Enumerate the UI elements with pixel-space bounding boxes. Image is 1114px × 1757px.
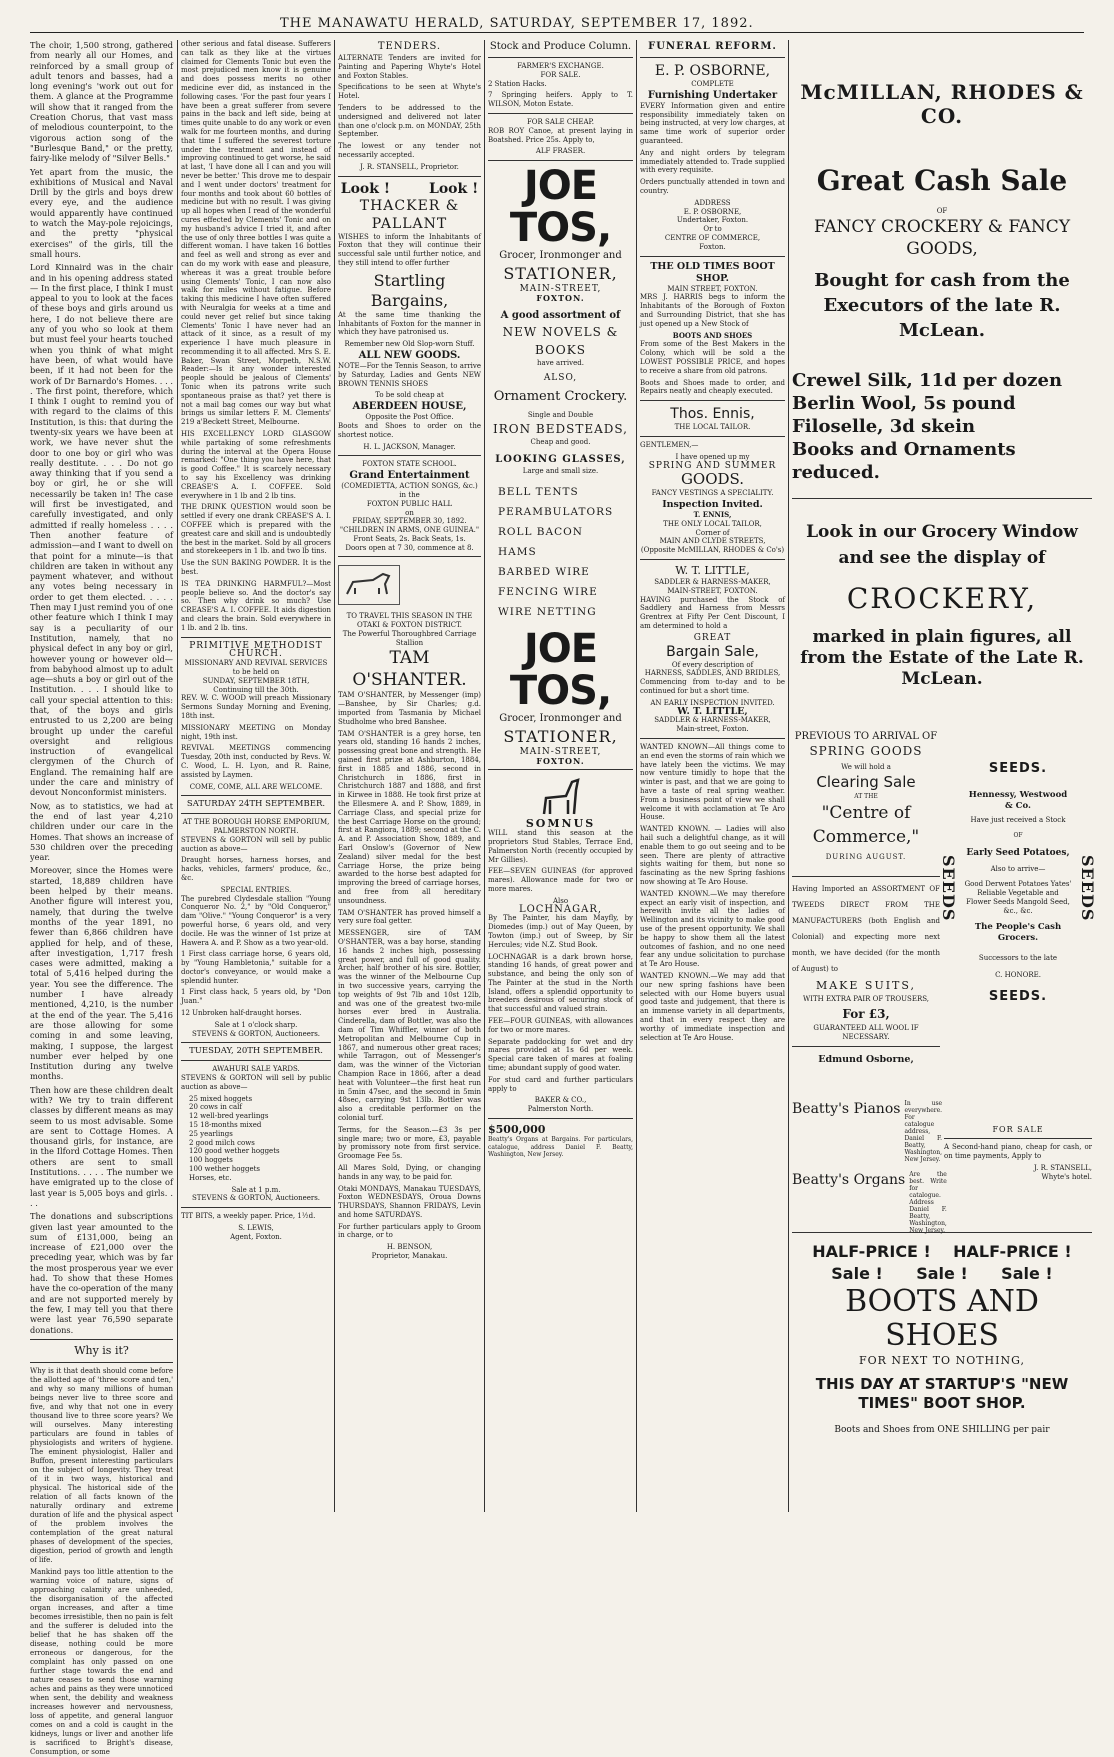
stallion-line: TO TRAVEL THIS SEASON IN THE: [346, 612, 473, 621]
article-paragraph: Yet apart from the music, the exhibitions of Musical and Naval Drill by the girls and boys drew every eye, and the audience would apparently have continued to watch the May-pole rejoicings, and the pretty "physical exercises" of the girls, till the small hours.: [30, 166, 173, 259]
joe-tos-items: [488, 482, 633, 622]
mcmillan-of: OF: [936, 207, 948, 215]
school-line: on: [405, 508, 414, 517]
sale-line: AT THE BOROUGH HORSE EMPORIUM, PALMERSTON NORTH.: [182, 818, 330, 835]
exchange-title: FARMER'S EXCHANGE.: [517, 62, 604, 70]
divider: [488, 160, 633, 161]
column-rule: [636, 40, 637, 1512]
one-shilling: Boots and Shoes from ONE SHILLING per pair: [834, 1425, 1050, 1435]
titbits-agent: S. LEWIS,: [238, 1224, 274, 1233]
joe-tos-stationer: STATIONER,: [503, 264, 618, 284]
old-times-line: MAIN STREET, FOXTON.: [667, 284, 758, 293]
list-item: Berlin Wool, 5s pound: [792, 393, 1016, 415]
joe-tos-line: A good assortment of: [500, 309, 621, 321]
clearing-sale: Clearing Sale: [816, 773, 916, 791]
ennis-line: FANCY VESTINGS A SPECIALITY.: [651, 489, 774, 498]
church-line: MISSIONARY AND REVIVAL SERVICES to be held on: [184, 659, 328, 676]
advert-text: IS TEA DRINKING HARMFUL?—Most people believe so. And the doctor's say so. Then why drink so much? Use CREASE'S A. I. COFFEE. It aids digestion and clears the brain. Sold everywhere in 1 lb. and 2 lb. tins.: [181, 579, 331, 632]
seeds-heading: SEEDS.: [988, 761, 1048, 776]
divider: [640, 400, 785, 401]
school-line: Doors open at 7 30, commence at 8.: [345, 543, 474, 552]
osborne-text: CENTRE OF COMMERCE,: [664, 233, 761, 242]
article-paragraph: Moreover, since the Homes were started, 18,889 children have been helped by their means. Another figure will interest you, namely, that during the twelve months of the year 1891, no fewer than 6,866 children have applied for help, and of these, after investigation, 1,717 fresh cases were admitted, making a total of 5,416 helped during the year. You see the difference. The number I have already mentioned, 4,210, is the number at the end of the year. The 5,416 are those allowing for some coming in and some leaving, making, I suppose, the largest number ever helped by one Institution during any twelve months.: [30, 865, 173, 1082]
divider: [488, 1118, 633, 1119]
organ-ad: Beatty's Organs at Bargains. For particulars, catalogue, address Daniel F. Beatty, Washington, New Jersey.: [488, 1136, 633, 1159]
little-line: SADDLER & HARNESS-MAKER,: [654, 578, 771, 587]
old-times-line: BOOTS AND SHOES: [672, 330, 753, 340]
sale-line: STEVENS & GORTON, Auctioneers.: [191, 1029, 321, 1038]
fancy-crockery: FANCY CROCKERY & FANCY GOODS,: [813, 217, 1071, 260]
ennis-title: Thos. Ennis,: [670, 406, 755, 423]
divider: [792, 498, 1092, 499]
lochnagar-text: LOCHNAGAR is a dark brown horse, standing 16 hands, of great power and substance, and being the only son of The Painter at the stud in the North Island, offers a splendid opportunity to breeders desirous of securing stock of that successful and valued strain.: [488, 952, 633, 1014]
stallion-text: For further particulars apply to Groom in charge, or to: [338, 1222, 481, 1240]
little-line: SADDLER & HARNESS-MAKER,: [654, 716, 771, 725]
joe-tos-novels: NEW NOVELS & BOOKS: [502, 324, 619, 357]
little-line: GREAT: [693, 632, 732, 643]
seeds-line: OF: [1013, 832, 1023, 839]
article-paragraph: Then how are these children dealt with? We try to train different classes by different means as may seem to us most advisable. Some are sent to Cottage Homes. A thousand girls, for instance, are in the Ilford Cottage Homes. Then others are sent to small Institutions. . . . . The number we have emigrated up to the close of last year is 5,005 boys and girls. . . .: [30, 1084, 173, 1208]
osborne-text: Foxton.: [699, 242, 726, 251]
sale-banner: Sale ! Sale ! Sale !: [831, 1264, 1053, 1283]
canoe-ad: ROB ROY Canoe, at present laying in Boatshed. Price 25s. Apply to,: [488, 126, 633, 144]
tp-text: To be sold cheap at: [375, 391, 444, 400]
tp-text: Boots and Shoes to order on the shortest notice.: [338, 421, 481, 439]
beatty-pianos: [792, 1100, 943, 1163]
lochnagar-text: BAKER & CO.,: [534, 1096, 587, 1105]
old-times-text: MRS J. HARRIS begs to inform the Inhabitants of the Borough of Foxton and Surrounding District, that she has just opened up a New Stock of: [640, 293, 785, 328]
lochnagar-title: LOCHNAGAR,: [518, 903, 603, 915]
joe-tos-stationer: STATIONER,: [503, 726, 618, 746]
list-item: PERAMBULATORS: [498, 505, 614, 518]
somnus-text: FEE—SEVEN GUINEAS (for approved mares). Allowance made for two or more mares.: [488, 867, 633, 893]
coc-line: SPRING GOODS: [809, 744, 923, 758]
sale-line: AWAHURI SALE YARDS.: [212, 1065, 300, 1074]
tp-text: At the same time thanking the Inhabitants of Foxton for the manner in which they have patronised us.: [338, 310, 481, 337]
canoe-ad: ALF FRASER.: [535, 147, 586, 156]
divider: [640, 738, 785, 739]
joe-tos-town: FOXTON.: [536, 292, 585, 303]
sale-line: STEVENS & GORTON will sell by public auction as above—: [181, 1074, 331, 1091]
list-item: Filoselle, 3d skein: [792, 416, 976, 438]
grand-entertainment: Grand Entertainment: [349, 470, 470, 482]
pianos-title: Beatty's Pianos: [792, 1101, 901, 1117]
sale-line: Draught horses, harness horses, and hacks, vehicles, farmers' produce, &c., &c.: [181, 856, 331, 882]
column-2: [181, 40, 331, 1512]
column-rule: [334, 40, 335, 1512]
stallion-text: Proprietor, Manakau.: [371, 1252, 448, 1261]
church-title: PRIMITIVE METHODIST CHURCH.: [189, 640, 323, 660]
little-line: W. T. LITTLE,: [677, 705, 748, 717]
osborne-text: Or to: [703, 225, 722, 234]
osborne-text: E. P. OSBORNE,: [683, 207, 742, 216]
little-text: HAVING purchased the Stock of Saddlery and Harness from Messrs Grentrex at Fifty Per Cent Discount, I am determined to hold a: [640, 595, 785, 631]
ennis-line: THE ONLY LOCAL TAILOR,: [663, 519, 762, 528]
aberdeen-house: ABERDEEN HOUSE,: [352, 401, 467, 413]
wanted-known: WANTED KNOWN.—We may add that our new spring fashions have been selected with our Home buyers usual good taste and judgement, that there is an immense variety in all departments, and that in every respect they are worthy of immediate inspection and selection at Te Aro House.: [640, 971, 785, 1042]
sale-line: SPECIAL ENTRIES.: [220, 885, 292, 894]
church-line: MISSIONARY MEETING on Monday night, 19th inst.: [181, 723, 331, 741]
list-item: Crewel Silk, 11d per dozen: [792, 370, 1063, 392]
organ-price: $500,000: [488, 1123, 546, 1137]
ennis-line: MAIN AND CLYDE STREETS,: [659, 537, 766, 546]
organs-title: Beatty's Organs: [792, 1172, 906, 1188]
list-item: FENCING WIRE: [498, 585, 598, 598]
osborne-text: ADDRESS: [694, 198, 731, 207]
joe-tos-line: ALSO,: [543, 372, 578, 383]
osborne-text: Undertaker, Foxton.: [676, 216, 749, 225]
startup-boot-shop: THIS DAY AT STARTUP'S "NEW TIMES" BOOT SHOP.: [815, 1375, 1069, 1412]
seeds-vertical-left: SEEDS: [939, 855, 958, 922]
little-title: W. T. LITTLE,: [675, 564, 750, 578]
little-line: MAIN-STREET, FOXTON.: [667, 586, 758, 595]
divider: [792, 876, 940, 877]
osborne-text: EVERY Information given and entire responsibility immediately taken on being instructed, at very low charges, at same time work of superior order guaranteed.: [640, 101, 785, 145]
stallion-text: TAM O'SHANTER has proved himself a very sure foal getter.: [338, 908, 481, 926]
joe-tos-street: MAIN-STREET,: [519, 284, 602, 295]
lochnagar-text: By The Painter, his dam Mayfly, by Diomedes (imp.) out of May Queen, by Towton (imp.) out of Sweep, by Sir Hercules; vide N.Z. Stud Book.: [488, 914, 633, 949]
startling-bargains: Startling Bargains,: [370, 270, 449, 310]
somnus-text: WILL stand this season at the proprietors Stud Stables, Terrace End, Palmerston North (recently occupied by Mr Gillies).: [488, 829, 633, 864]
piano-for-sale: [944, 1125, 1092, 1215]
joe-tos-line: Large and small size.: [522, 466, 599, 475]
tenders-title: TENDERS.: [377, 41, 442, 52]
beatty-organs: [792, 1171, 947, 1234]
bargain-sale: Bargain Sale,: [666, 643, 759, 660]
school-line: FRIDAY, SEPTEMBER 30, 1892.: [352, 517, 467, 526]
divider: [338, 556, 481, 557]
thacker-pallant-title: THACKER & PALLANT: [359, 197, 460, 232]
tp-text: Remember new Old Slop-worn Stuff.: [344, 340, 475, 349]
joe-tos-street: MAIN-STREET,: [519, 746, 602, 757]
sale-line: 1 First class carriage horse, 6 years old, by "Young Hambletonia," suitable for a doctor's conveyance, or would make a splendid hunter.: [181, 950, 331, 985]
coc-line: GUARANTEED ALL WOOL IF NECESSARY.: [813, 1024, 919, 1041]
osborne-text: Any and night orders by telegram immediately attended to. Trade supplied with every requisite.: [640, 148, 785, 175]
seeds-line: Successors to the late: [978, 954, 1058, 962]
boots-shoes-advert: [792, 1228, 1092, 1512]
little-line: AN EARLY INSPECTION INVITED.: [650, 698, 775, 707]
tp-text: H. L. JACKSON, Manager.: [363, 442, 456, 451]
stallion-text: TAM O'SHANTER, by Messenger (imp)—Banshee, by Sir Charles; g.d. imported from Tasmania by Michael Studholme who bred Banshee.: [338, 691, 481, 726]
list-item: BELL TENTS: [498, 485, 579, 498]
tender-text: J. R. STANSELL, Proprietor.: [360, 162, 459, 171]
divider: [640, 57, 785, 58]
ennis-line: Corner of: [695, 528, 730, 537]
ennis-line: SPRING AND SUMMER: [648, 460, 777, 471]
church-line: REVIVAL MEETINGS commencing Tuesday, 20th inst, conducted by Revs. W. C. Wood, L. H. Lyon, and R. Raine, assisted by Laymen.: [181, 744, 331, 779]
advert-text: HIS EXCELLENCY LORD GLASGOW while partaking of some refreshments during the interval at the Opera House remarked: "One thing you have here, that is good Coffee." It is scarcely necessary to say his Excellency was drinking CREASE'S A. I. COFFEE. Sold everywhere in 1 lb and 2 lb tins.: [181, 430, 331, 500]
article-paragraph: Now, as to statistics, we had at the end of last year 4,210 children under our care in the Homes. That shows an increase of 530 children over the preceding year.: [30, 800, 173, 863]
lochnagar-text: For stud card and further particulars apply to: [488, 1075, 633, 1093]
church-date: SUNDAY, SEPTEMBER 18TH,: [202, 676, 310, 685]
half-price: HALF-PRICE ! HALF-PRICE !: [812, 1242, 1072, 1261]
osborne-text: Orders punctually attended in town and country.: [640, 178, 785, 195]
mcmillan-items: [792, 369, 1092, 484]
ennis-line: I have opened up my: [675, 452, 750, 461]
osborne-title: E. P. OSBORNE,: [654, 63, 771, 79]
lochnagar-text: Palmerston North.: [527, 1105, 594, 1114]
little-text: Commencing from to-day and to be continued for but a short time.: [640, 678, 785, 696]
old-times-text: From some of the Best Makers in the Colony, which will be sold a the LOWEST POSSIBLE PRICE, and hopes to receive a share from old patrons.: [640, 340, 785, 375]
tender-text: Tenders to be addressed to the undersigned and delivered not later than one o'clock p.m. on MONDAY, 25th September.: [338, 103, 481, 139]
church-line: REV. W. C. WOOD will preach Missionary Sermons Sunday Morning and Evening, 18th inst.: [181, 694, 331, 720]
funeral-reform-heading: FUNERAL REFORM.: [648, 41, 777, 52]
article-paragraph: Why is it that death should come before the allotted age of 'three score and ten,' and why so many millions of human beings never live to three score and five, and why that not one in every thousand live to three score years? We will ourselves. Many interesting particulars are found in tables of physiologists and writers of hygiene. The eminent physiologist, Haller and Buffon, present interesting particulars on the subject of longevity. They treat of it in two ways, historical and physical. The historical side of the relation of all facts known of the naturally ordinary and extreme duration of life and the physical aspect of the problem involves the contemplation of the great natural phases of development of the species, digestion, period of growth and length of life.: [30, 1366, 173, 1564]
column-3: [338, 40, 481, 1512]
article-heading: Why is it?: [74, 1343, 129, 1357]
divider: [181, 795, 331, 796]
stallion-text: Otaki MONDAYS, Manakau TUESDAYS, Foxton WEDNESDAYS, Oroua Downs THURSDAYS, Shannon FRIDAYS, Levin and home SATURDAYS.: [338, 1184, 481, 1219]
school-title: FOXTON STATE SCHOOL.: [362, 460, 457, 469]
divider: [640, 256, 785, 257]
osborne-line: COMPLETE: [691, 80, 734, 88]
seeds-line: The People's Cash Grocers.: [974, 922, 1062, 943]
divider: [792, 1046, 940, 1047]
divider: [792, 1232, 1092, 1233]
wanted-known: WANTED KNOWN. — Ladies will also hail such a delightful change, as it will enable them to go out seeing and to be seen. There are plenty of attractive sights waiting for them, but none so fascinating as the new Spring fashions now showing at Te Aro House.: [640, 825, 785, 886]
coc-line: DURING AUGUST.: [825, 853, 907, 861]
divider: [181, 1042, 331, 1043]
divider: [30, 1339, 173, 1340]
for-sale-heading: FOR SALE: [992, 1125, 1044, 1134]
mcmillan-name: McMILLAN, RHODES & CO.: [800, 80, 1084, 128]
divider: [181, 813, 331, 814]
carriage-horse-illustration: [338, 565, 400, 605]
ennis-goods: GOODS.: [680, 470, 745, 489]
for-sale-name: J. R. STANSELL,: [1033, 1164, 1092, 1172]
divider: [944, 1138, 1092, 1139]
for-sale-item: 7 Springing heifers. Apply to T. WILSON, Moton Estate.: [488, 91, 633, 109]
somnus-text: Also: [552, 896, 569, 905]
school-line: FOXTON PUBLIC HALL: [366, 499, 453, 508]
lochnagar-text: FEE—FOUR GUINEAS, with allowances for two or more mares.: [488, 1017, 633, 1034]
divider: [338, 455, 481, 456]
sale-line: The purebred Clydesdale stallion "Young Conqueror No. 2," by "Old Conqueror," dam "Olive." "Young Conqueror" is a very powerful horse, 6 years old, and very docile. He was the winner of 1st prize at Hawera A. and P. Show as a two year-old.: [181, 894, 331, 947]
little-line: Of every description of: [671, 660, 754, 669]
tp-text: Opposite the Post Office.: [365, 413, 454, 422]
article-paragraph: Mankind pays too little attention to the warning voice of nature, signs of approaching calamity are unheeded, the disorganisation of the affected organ increases, and after a time becomes irresistible, then no pain is felt and the sufferer is deluded into the belief that he has shaken off the disease, nothing could be more erroneous or dangerous, for the complaint has only passed on one further stage towards the end and nature ceases to send those warning aches and pains as they were unnoticed when sent, the debility and weakness increases however and nervousness, loss of appetite, and general languor comes on and a cold is caught in the kidneys, lungs or liver and another life is sacrificed to Bright's disease, Consumption, or some: [30, 1567, 173, 1756]
stallion-text: MESSENGER, sire of TAM O'SHANTER, was a bay horse, standing 16 hands 2 inches high, possessing great power, and full of good quality. Archer, half brother of his sire. Bottler, was the winner of the Melbourne Cup in two successive years, carrying the top weights of 9st 7lb and 10st 12lb, and was one of the greatest two-mile horses ever bred in Australia. Cinderella, dam of Bottler, was also the dam of Tim Whiffler, winner of both Metropolitan and Melbourne Cup in 1867, and numerous other great races; while Tarragon, out of Messenger's dam, was the winner of the Victorian Champion Race in 1866, after a dead heat with Volunteer—the first heat run in 5min 47sec, and the second in 5min 48sec, carrying 9st 13lb. Bottler was also a creditable performer on the colonial turf.: [338, 929, 481, 1122]
divider: [488, 57, 633, 58]
column-rule: [788, 40, 789, 1512]
list-item: ROLL BACON: [498, 525, 583, 538]
seeds-line: Hennessy, Westwood & Co.: [968, 790, 1068, 811]
coc-line: WITH EXTRA PAIR OF TROUSERS,: [803, 995, 929, 1003]
church-line: Continuing till the 30th.: [213, 685, 299, 694]
old-times-title: THE OLD TIMES BOOT SHOP.: [650, 260, 775, 284]
all-new-goods: ALL NEW GOODS.: [358, 349, 461, 361]
stallion-text: TAM O'SHANTER is a grey horse, ten years old, standing 16 hands 2 inches, possessing great bone and strength. He gained first prize at Ashburton, 1884, first in 1885 and 1886, second in Christchurch in 1886, first in Christchurch 1887 and 1888, and first in Kirwee in 1888. He took first prize at the Ellesmere A. and P. Show, 1889, in Carriage Class, and special prize for the best Carriage Horse on the ground; first at Rangiora, 1889; second at the C. A. and P. Association Show, 1889, and Earl Onslow's (Governor of New Zealand) silver medal for the best Carriage Horse, the prize being awarded to the horse best adapted for improving the breed of carriage horses, and free from all hereditary unsoundness.: [338, 729, 481, 905]
marked-plain: marked in plain figures, all from the Estate of the Late R. McLean.: [800, 627, 1084, 690]
next-to-nothing: FOR NEXT TO NOTHING,: [858, 1354, 1026, 1367]
wanted-known: WANTED KNOWN.—We may therefore expect an early visit of inspection, and herewith invite all the ladies of Wellington and its vicinity to make good use of the present opportunity. We shall be happy to show them all the latest outcomes of fashion, and no one need fear any undue solicitation to purchase at Te Aro House.: [640, 889, 785, 969]
masthead: [0, 0, 1114, 40]
somnus-title: SOMNUS: [525, 817, 596, 831]
sale-line: Sale at 1 p.m.: [231, 1185, 281, 1194]
ennis-line: Inspection Invited.: [662, 499, 763, 511]
sale-line: 12 Unbroken half-draught horses.: [181, 1009, 302, 1018]
lochnagar-text: Separate paddocking for wet and dry mares provided at 1s 6d per week. Special care taken of mares at foaling time; abundant supply of good water.: [488, 1037, 633, 1073]
beatty-adverts: [792, 1100, 947, 1234]
advert-text: other serious and fatal disease. Sufferers can talk as they like at the virtues claimed for Clements Tonic but even the most prejudiced men know it is genuine and does possess merits no other medicine ever did, as instanced in the following cases. 'For the past four years I have been a great sufferer from severe pains in the back and left side, being at times quite unable to do any work or even walk for me fourteen months, and during that time I suffered the severest torture under the treatment and instead of improving continued to get worse, he said at last, 'I have done all I can and you will never be better.' This drove me to despair and I went under doctors' treatment for four months and took about 60 bottles of medicine but with no result. I was giving up all hopes when I read of the wonderful cures effected by Clements' Tonic and on my husband's advice I tried it, and after the use of only three bottles I was quite a different woman. I have taken 16 bottles and feel as well and strong as ever and can do my work with ease and pleasure, whereas it was a great trouble before using Clements' Tonic, I can now also walk for miles without fatigue. Before taking this medicine I have often suffered with Neuralgia for weeks at a time and could never get relief but since taking Clements' Tonic I have never had an attack of it since, as a result of my experience I have much pleasure in recommending it to all affected. Mrs S. E. Baker, Swan Street, Morpeth, N.S.W. Reader:—Is it any wonder interested people should be jealous of Clements' Tonic when its patrons write such spontaneous praise as that? yet there is not a mail bag comes our way but what brings us similar letters F. M. Clements' 219 a'Beckett Street, Melbourne.: [181, 40, 331, 427]
little-line: Main-street, Foxton.: [676, 725, 749, 734]
for-sale-cheap: FOR SALE CHEAP.: [526, 117, 595, 126]
church-line: COME, COME, ALL ARE WELCOME.: [189, 782, 323, 791]
sale-line: 1 First class hack, 5 years old, by "Don Juan.": [181, 988, 331, 1006]
edmund-osborne: Edmund Osborne,: [818, 1054, 914, 1065]
joe-tos-title: JOE TOS,: [509, 163, 612, 252]
column-4: [488, 40, 633, 1512]
seeds-line: Have just received a Stock: [970, 816, 1066, 824]
stallion-illustration: [536, 774, 586, 818]
sale-date: SATURDAY 24TH SEPTEMBER.: [186, 799, 326, 810]
boots-and-shoes: BOOTS AND SHOES: [845, 1284, 1039, 1353]
joe-tos-title: JOE TOS,: [509, 625, 612, 714]
mcmillan-advert: [792, 40, 1092, 690]
seeds-line: C. HONORE.: [995, 971, 1041, 979]
stallion-text: H. BENSON,: [386, 1243, 433, 1252]
tender-text: The lowest or any tender not necessarily accepted.: [338, 142, 481, 159]
seed-potatoes: Early Seed Potatoes,: [966, 848, 1070, 858]
crockery-heading: CROCKERY,: [846, 582, 1038, 616]
list-item: WIRE NETTING: [498, 605, 597, 618]
tp-text: WISHES to inform the Inhabitants of Foxton that they will continue their successful sale until further notice, and they still intend to offer further: [338, 232, 481, 267]
advert-text: THE DRINK QUESTION would soon be settled if every one drank CREASE'S A. I. COFFEE which is prepared with the greatest care and skill and is undoubtedly the best in the market. Sold by all grocers and storekeepers in 1 lb. and two lb tins.: [181, 503, 331, 556]
list-item: Books and Ornaments reduced.: [792, 439, 1016, 484]
seeds-advert: [939, 760, 1097, 1075]
centre-of-commerce-advert: [792, 730, 940, 1075]
titbits-agent: Agent, Foxton.: [230, 1232, 282, 1241]
coc-text: Having Imported an ASSORTMENT OF TWEEDS DIRECT FROM THE MANUFACTURERS (both English and Colonial) and expecting more next month, we have decided (for the month of August) to: [792, 885, 940, 973]
ennis-line: THE LOCAL TAILOR.: [674, 423, 751, 432]
sale-line: STEVENS & GORTON, Auctioneers.: [191, 1194, 321, 1203]
tam-oshanter-title: TAM O'SHANTER.: [352, 648, 467, 691]
column-rule: [177, 40, 178, 1512]
article-paragraph: The choir, 1,500 strong, gathered from nearly all our Homes, and reinforced by a small group of adult tenors and basses, had a long evening's 'work out out for them. A glance at the Programme will show that it ranged from the Creation Chorus, that vast mass of melodious counterpoint, to the vigorous action song of the "Burlesque Band," or the pretty, fairy-like melody of "Silver Bells.": [30, 40, 173, 164]
divider: [181, 1207, 331, 1208]
joe-tos-glasses: LOOKING GLASSES,: [495, 453, 626, 465]
little-line: HARNESS, SADDLES, AND BRIDLES,: [644, 669, 781, 678]
divider: [181, 1060, 331, 1061]
sale-list: 25 mixed hoggets 20 cows in calf 12 well-bred yearlings 15 18-months mixed 25 yearlings 2 good milch cows 120 good wether hoggets 100 hoggets 100 wether hoggets Horses, etc.: [189, 1094, 280, 1182]
school-line: (COMEDIETTA, ACTION SONGS, &c.): [341, 482, 478, 491]
school-line: "CHILDREN IN ARMS, ONE GUINEA.": [339, 526, 480, 535]
for-sale-place: Whyte's hotel.: [1041, 1173, 1092, 1181]
wanted-known: WANTED KNOWN—All things come to an end even the storms of rain which we have lately been the victims. We may now venture timidly to hope that the winter is past, and that we are going to have a taste of real spring weather. From a business point of view we shall welcome it with acclamation at Te Aro House.: [640, 743, 785, 822]
stallion-line: OTAKI & FOXTON DISTRICT.: [356, 621, 463, 630]
ennis-line: T. ENNIS,: [693, 510, 732, 520]
joe-tos-line: Grocer, Ironmonger and: [499, 712, 622, 724]
divider: [488, 769, 633, 770]
joe-tos-line: Grocer, Ironmonger and: [499, 250, 622, 262]
titbits-ad: TIT BITS, a weekly paper. Price, 1½d.: [181, 1212, 316, 1221]
for-sale-text: A Second-hand piano, cheap for cash, or on time payments, Apply to: [944, 1143, 1092, 1160]
great-cash-sale: Great Cash Sale: [816, 164, 1068, 197]
divider: [338, 176, 481, 177]
seeds-line: Good Derwent Potatoes Yates' Reliable Vegetable and Flower Seeds Mangold Seed, &c., &c.: [964, 880, 1072, 915]
for-sale-item: 2 Station Hacks.: [488, 79, 547, 88]
column-barnardo: [30, 40, 173, 1756]
joe-tos-line: Single and Double: [527, 411, 594, 420]
tender-text: ALTERNATE Tenders are invited for Painting and Papering Whyte's Hotel and Foxton Stables.: [338, 54, 481, 80]
coc-line: AT THE: [854, 793, 878, 800]
pianos-text: In use everywhere. For catalogue address, Daniel F. Beatty, Washington, New Jersey.: [904, 1100, 943, 1163]
organs-text: Are the best. Write for catalogue. Address Daniel F. Beatty, Washington, New Jersey.: [909, 1171, 947, 1234]
make-suits: MAKE SUITS,: [815, 979, 917, 992]
joe-tos-bedsteads: IRON BEDSTEADS,: [492, 422, 628, 437]
stock-produce-heading: Stock and Produce Column.: [489, 41, 632, 52]
joe-tos-town: FOXTON.: [536, 755, 585, 766]
tp-text: NOTE—For the Tennis Season, to arrive by Saturday, Ladies and Gents NEW BROWN TENNIS SHOES: [338, 361, 481, 388]
sale-date: TUESDAY, 20TH SEPTEMBER.: [189, 1046, 323, 1057]
masthead-title: THE MANAWATU HERALD, SATURDAY, SEPTEMBER 17, 1892.: [280, 16, 754, 31]
stallion-text: Terms, for the Season.—£3 3s per single mare; two or more, £3, payable by promissory note from first service. Groomage Fee 5s.: [338, 1125, 481, 1161]
school-line: Front Seats, 2s. Back Seats, 1s.: [353, 534, 466, 543]
stallion-line: The Powerful Thoroughbred Carriage Stallion: [342, 629, 477, 647]
divider: [30, 1362, 173, 1363]
school-line: in the: [399, 490, 420, 499]
column-5: [640, 40, 785, 1512]
tender-text: Specifications to be seen at Whyte's Hotel.: [338, 83, 481, 101]
osborne-line: Furnishing Undertaker: [647, 89, 778, 101]
old-times-text: Boots and Shoes made to order, and Repairs neatly and cheaply executed.: [640, 378, 785, 396]
joe-tos-crockery: Ornament Crockery.: [493, 389, 628, 405]
list-item: BARBED WIRE: [498, 565, 590, 578]
joe-tos-line: have arrived.: [537, 358, 584, 367]
stallion-text: All Mares Sold, Dying, or changing hands in any way, to be paid for.: [338, 1163, 481, 1181]
ennis-line: GENTLEMEN,—: [640, 440, 699, 449]
seeds-heading: SEEDS.: [988, 989, 1048, 1004]
masthead-rule: [30, 32, 1084, 33]
for-three-pounds: For £3,: [842, 1007, 890, 1021]
advert-text: Use the SUN BAKING POWDER. It is the best.: [181, 559, 331, 577]
sale-line: STEVENS & GORTON will sell by public auction as above—: [181, 835, 331, 853]
divider: [640, 559, 785, 560]
coc-line: PREVIOUS TO ARRIVAL OF: [794, 731, 938, 742]
sale-line: Sale at 1 o'clock sharp.: [214, 1020, 298, 1029]
ennis-line: (Opposite McMILLAN, RHODES & Co's): [640, 546, 785, 555]
joe-tos-line: Cheap and good.: [530, 438, 591, 447]
divider: [640, 436, 785, 437]
divider: [488, 113, 633, 114]
grocery-window: Look in our Grocery Window and see the display of: [806, 522, 1078, 569]
bought-for-cash: Bought for cash from the Executors of the late R. McLean.: [814, 270, 1070, 342]
seeds-vertical-right: SEEDS: [1078, 855, 1097, 922]
article-paragraph: The donations and subscriptions given last year amounted to the sum of £131,000, being an increase of £21,000 over the preceding year, which was by far the most prosperous year we ever had. To show that these Homes have the co-operation of the many and are not supported merely by the few, I may tell you that there were last year 76,590 separate donations.: [30, 1211, 173, 1335]
column-rule: [484, 40, 485, 1512]
look-heading: Look ! Look !: [340, 180, 479, 197]
coc-line: We will hold a: [841, 763, 891, 771]
for-sale: FOR SALE.: [540, 70, 581, 79]
article-paragraph: Lord Kinnaird was in the chair and in his opening address stated— In the first place, I think I must appeal to you to look at the faces of these boys and girls around us here, I do not believe there are any of you who so look at them but must feel your hearts touched when you think of what might have been, of what would have been, if it had not been for the work of Dr Barnardo's Homes. . . . . The first point, therefore, which I think I ought to remind you of with regard to the claims of this Institution, is this: that during the twenty-six years we have been at work, we have never shut the door to one boy or girl who was really destitute. . . . Do not go away thinking that if you send a boy or girl, he or she will necessarily be taken in! The case will first be investigated, and carefully investigated, and only admitted if really homeless . . . . Then another feature of admission—and I want to dwell on that point for a minute—is that children are taken in without any payment whatever, and without any votes being necessary in order to get them elected. . . . . Then may I just remind you of one other feature which I think I may say is a peculiarity of our Institution, namely, that no physical defect in any boy or girl, however young or however old—from babyhood almost up to adult age—shuts a boy or girl out of the Institution. . . . I should like to call your special attention to this: that, of the boys and girls entrusted to us 2,200 are being brought up under the careful oversight and religious instruction of evangelical clergymen of the Church of England. The remaining half are under the care and ministry of devout Nonconformist ministers.: [30, 262, 173, 798]
seeds-line: Also to arrive—: [990, 865, 1046, 873]
divider: [181, 637, 331, 638]
centre-of-commerce: "Centre of Commerce,": [812, 803, 920, 847]
list-item: HAMS: [498, 545, 537, 558]
